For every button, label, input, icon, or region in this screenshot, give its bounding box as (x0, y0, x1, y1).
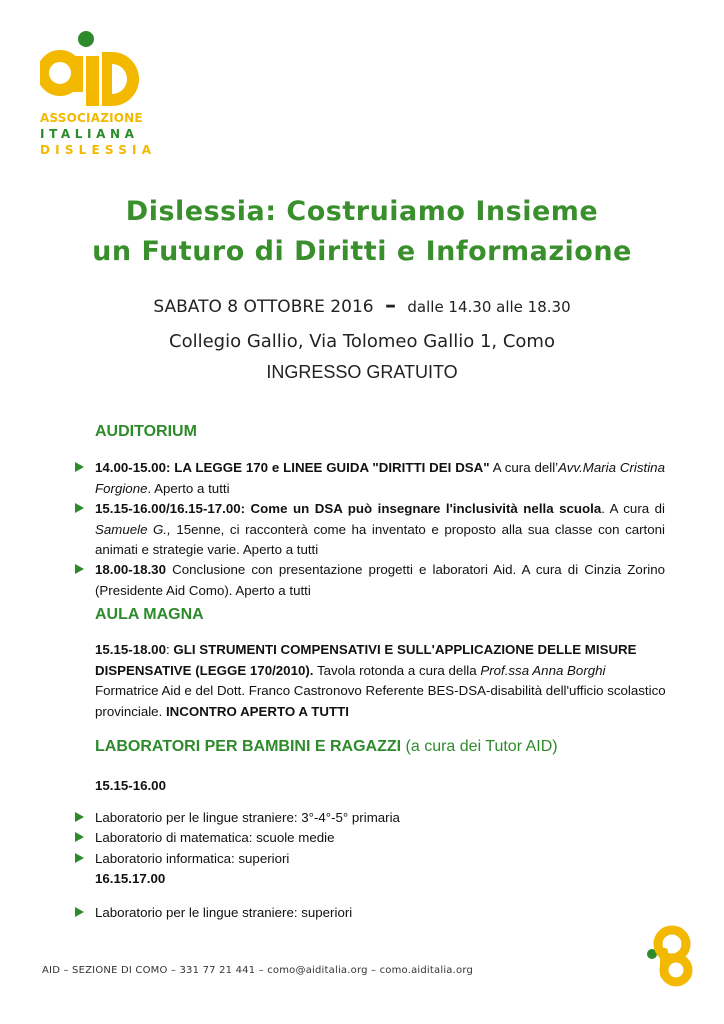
item-text: . Aperto a tutti (147, 480, 230, 496)
lab-time-1 (95, 776, 667, 797)
logo-wordmark (40, 110, 156, 158)
event-date-line (0, 293, 724, 318)
lab-item (95, 828, 665, 849)
event-date: SABATO 8 OTTOBRE 2016 (153, 297, 374, 317)
item-text: Conclusione con presentazione progetti e laboratori Aid. A cura di Cinzia Zorino (Presidente Aid Como). Aperto a tutti (95, 562, 665, 598)
lab-item (95, 849, 665, 870)
item-italic: Avv.Maria Cristina Forgione (95, 460, 665, 496)
item-text: . A cura di (601, 501, 665, 516)
aula-colon: : (165, 642, 174, 657)
auditorium-item-1 (95, 458, 665, 499)
section-aula-magna: AULA MAGNA (95, 606, 204, 623)
lab-item-text: Laboratorio di matematica: scuole medie (95, 830, 335, 845)
item-text: A cura dell’ (489, 460, 559, 475)
bullet-arrow-icon (75, 503, 84, 513)
item-bold: 15.15-16.00/16.15-17.00: Come un DSA può insegnare l'inclusività nella scuola (95, 501, 602, 516)
aula-paragraph (95, 640, 667, 722)
bullet-arrow-icon (75, 462, 84, 472)
lab-heading-note: (a cura dei Tutor AID) (405, 738, 558, 755)
item-bold: 18.00-18.30 (95, 562, 166, 577)
lab-item-text: Laboratorio per le lingue straniere: 3°-4°-5° primaria (95, 810, 400, 825)
event-venue: Collegio Gallio, Via Tolomeo Gallio 1, Como (169, 331, 555, 352)
lab-item (95, 903, 665, 924)
lab-item-text: Laboratorio informatica: superiori (95, 851, 290, 866)
bullet-arrow-icon (75, 564, 84, 574)
aula-bold-end: INCONTRO APERTO A TUTTI (165, 703, 349, 719)
logo-line-1: ASSOCIAZIONE (40, 111, 143, 125)
aula-text: Formatrice Aid e del Dott. Franco Castronovo Referente BES-DSA-disabilità dell'ufficio scolastico provinciale. (95, 683, 666, 719)
event-time: dalle 14.30 alle 18.30 (407, 298, 571, 316)
aula-text: Tavola rotonda a cura della (313, 662, 481, 678)
aid-logo-small (644, 918, 702, 988)
event-entry: INGRESSO GRATUITO (266, 362, 458, 382)
footer-contact: AID – SEZIONE DI COMO – 331 77 21 441 – como@aiditalia.org – como.aiditalia.org (42, 965, 474, 976)
section-laboratori (95, 738, 558, 756)
lab-heading: LABORATORI PER BAMBINI E RAGAZZI (95, 738, 402, 755)
lab-item (95, 808, 665, 829)
bullet-arrow-icon (75, 832, 84, 842)
title-line-2: un Futuro di Diritti e Informazione (92, 236, 632, 267)
logo-line-3: DISLESSIA (40, 143, 157, 157)
lab-item-text: Laboratorio per le lingue straniere: superiori (95, 905, 353, 920)
logo-line-2: ITALIANA (40, 127, 139, 141)
title-line-1: Dislessia: Costruiamo Insieme (125, 196, 599, 227)
aula-italic: Prof.ssa Anna Borghi (480, 662, 606, 678)
lab-time-1-text: 15.15-16.00 (95, 778, 166, 793)
aula-title: GLI STRUMENTI COMPENSATIVI E SULL'APPLICAZIONE DELLE MISURE DISPENSATIVE (LEGGE 170/2010). (95, 642, 637, 678)
item-italic: Samuele G., (95, 521, 171, 537)
event-dash: – (384, 293, 396, 318)
aula-time: 15.15-18.00 (95, 642, 166, 657)
lab-time-2-text: 16.15.17.00 (95, 871, 166, 886)
auditorium-item-2 (95, 499, 665, 561)
lab-time-2 (95, 869, 667, 890)
bullet-arrow-icon (75, 812, 84, 822)
bullet-arrow-icon (75, 853, 84, 863)
item-text: 15enne, ci racconterà come ha inventato e proposto alla sua classe con cartoni animati e strategie varie. Aperto a tutti (95, 521, 665, 557)
item-bold: 14.00-15.00: LA LEGGE 170 e LINEE GUIDA "DIRITTI DEI DSA" (95, 460, 490, 475)
auditorium-item-3 (95, 560, 665, 601)
section-auditorium: AUDITORIUM (95, 423, 197, 440)
bullet-arrow-icon (75, 907, 84, 917)
